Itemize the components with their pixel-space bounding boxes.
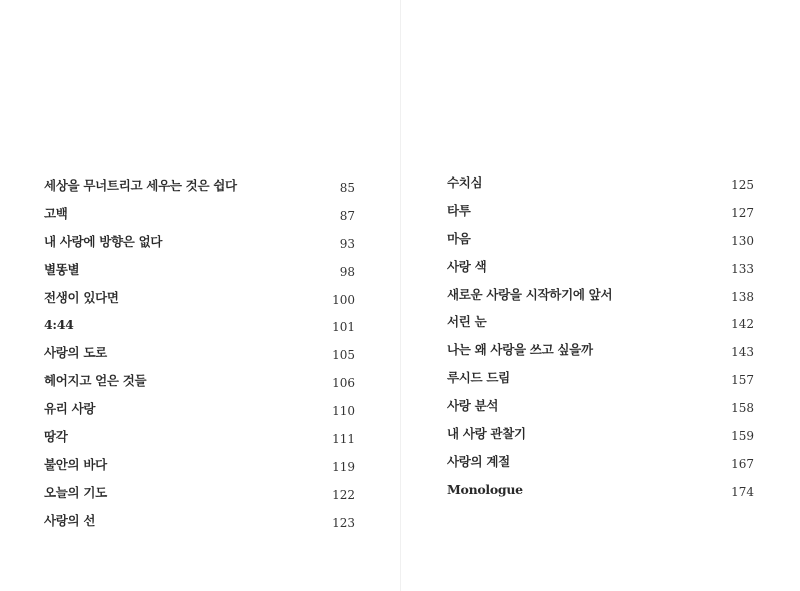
toc-entry-page: 123 <box>332 515 355 530</box>
toc-entry-title: 고백 <box>44 205 68 221</box>
toc-list-left <box>44 176 355 539</box>
toc-entry-page: 125 <box>731 178 754 192</box>
toc-entry-title: 루시드 드림 <box>447 370 510 386</box>
toc-entry-page: 167 <box>731 456 754 471</box>
toc-entry-title: 사랑 분석 <box>447 398 499 414</box>
toc-entry[interactable] <box>447 173 754 201</box>
right-page <box>401 0 800 591</box>
toc-entry-title: 타투 <box>447 202 471 218</box>
toc-entry-page: 110 <box>332 404 355 419</box>
toc-entry-title: 내 사랑 관찰기 <box>447 426 526 442</box>
toc-entry-page: 127 <box>731 205 754 220</box>
toc-entry-page: 133 <box>731 261 754 276</box>
toc-entry-page: 87 <box>339 208 355 223</box>
toc-entry[interactable] <box>44 427 355 455</box>
toc-entry[interactable] <box>447 257 754 285</box>
toc-entry[interactable] <box>44 511 355 539</box>
toc-entry-page: 174 <box>731 484 754 499</box>
toc-entry-page: 157 <box>731 373 754 388</box>
toc-entry-title: 헤어지고 얻은 것들 <box>44 373 147 389</box>
toc-entry-title: 나는 왜 사랑을 쓰고 싶을까 <box>447 342 593 358</box>
toc-entry[interactable] <box>44 260 355 288</box>
toc-entry-title: 유리 사랑 <box>44 401 96 417</box>
toc-entry[interactable] <box>44 343 355 371</box>
toc-entry-page: 93 <box>339 236 355 251</box>
toc-entry-title: 수치심 <box>447 175 483 190</box>
toc-entry-title: 내 사랑에 방향은 없다 <box>44 233 163 249</box>
toc-entry[interactable] <box>44 204 355 232</box>
toc-entry[interactable] <box>44 288 355 316</box>
toc-entry-title: 별똥별 <box>44 261 80 277</box>
toc-entry[interactable] <box>44 455 355 483</box>
toc-entry-title: 사랑의 계절 <box>447 453 510 469</box>
toc-entry[interactable] <box>447 452 754 480</box>
toc-entry-title: 불안의 바다 <box>44 456 107 472</box>
toc-entry[interactable] <box>44 483 355 511</box>
toc-entry-page: 130 <box>731 233 754 248</box>
toc-entry-page: 85 <box>339 181 355 195</box>
toc-entry[interactable] <box>44 176 355 204</box>
toc-entry-page: 111 <box>332 432 355 447</box>
toc-entry[interactable] <box>44 399 355 427</box>
toc-entry-title: 전생이 있다면 <box>44 289 119 305</box>
toc-entry-title: 세상을 무너트리고 세우는 것은 쉽다 <box>44 178 237 193</box>
toc-entry[interactable] <box>447 285 754 313</box>
toc-entry-page: 105 <box>332 348 355 363</box>
toc-entry-title: 새로운 사랑을 시작하기에 앞서 <box>447 286 613 302</box>
toc-entry[interactable] <box>447 229 754 257</box>
toc-entry-page: 101 <box>332 320 355 335</box>
toc-entry[interactable] <box>447 312 754 340</box>
toc-entry-page: 138 <box>731 289 754 304</box>
toc-entry-page: 122 <box>332 487 355 502</box>
toc-entry-title: Monologue <box>447 481 523 497</box>
toc-entry[interactable] <box>447 480 754 508</box>
toc-entry-title: 서린 눈 <box>447 314 487 330</box>
toc-entry-page: 142 <box>731 317 754 332</box>
toc-entry-title: 마음 <box>447 230 471 246</box>
toc-entry[interactable] <box>447 368 754 396</box>
toc-entry[interactable] <box>447 424 754 452</box>
toc-entry[interactable] <box>44 371 355 399</box>
toc-entry-page: 100 <box>332 292 355 307</box>
toc-entry-page: 106 <box>332 376 355 391</box>
toc-entry[interactable] <box>447 396 754 424</box>
toc-entry-title: 오늘의 기도 <box>44 484 107 500</box>
toc-entry-title: 땅각 <box>44 429 68 445</box>
toc-entry-title: 사랑의 선 <box>44 512 96 528</box>
toc-entry[interactable] <box>44 232 355 260</box>
toc-entry-page: 143 <box>731 345 754 360</box>
toc-entry-page: 158 <box>731 401 754 416</box>
toc-entry[interactable] <box>447 340 754 368</box>
toc-list-right <box>447 173 754 508</box>
toc-entry-page: 119 <box>332 459 355 474</box>
toc-entry-title: 4:44 <box>44 317 74 333</box>
toc-entry[interactable] <box>44 315 355 343</box>
toc-entry[interactable] <box>447 201 754 229</box>
toc-entry-title: 사랑의 도로 <box>44 345 107 361</box>
toc-entry-page: 159 <box>731 429 754 444</box>
toc-entry-page: 98 <box>339 264 355 279</box>
toc-entry-title: 사랑 색 <box>447 258 487 274</box>
